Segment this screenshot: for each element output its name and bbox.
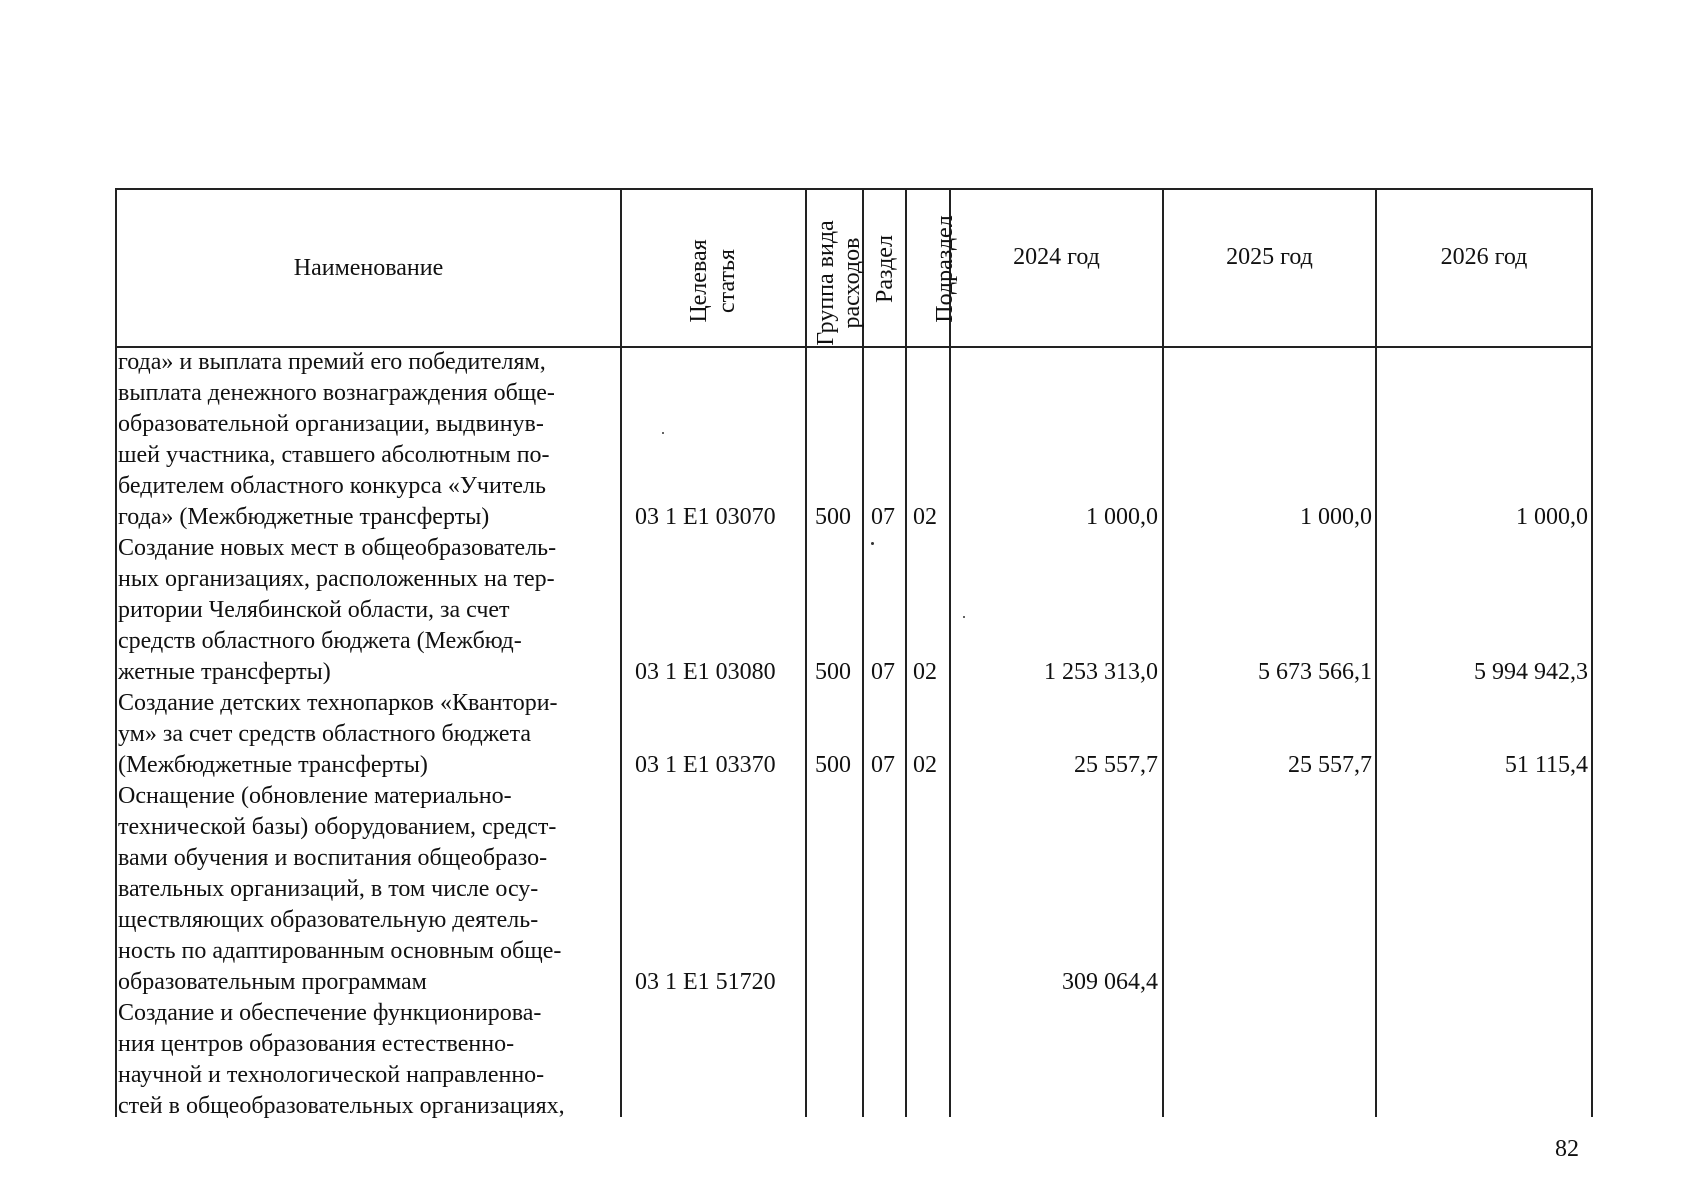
col-divider-section <box>905 188 907 1117</box>
row-2-code: 03 1 E1 03080 <box>635 659 776 685</box>
header-name: Наименование <box>293 255 444 281</box>
header-expense-group: Группа вида расходов <box>813 220 865 346</box>
row-2-2025: 5 673 566,1 <box>1258 659 1372 685</box>
header-section: Раздел <box>872 235 898 303</box>
row-1-group: 500 <box>815 504 851 530</box>
page-number: 82 <box>1555 1136 1579 1162</box>
row-2-name: Создание новых мест в общеобразователь- ных организациях, расположенных на тер- ритории Челябинской области, за счет средств областного бюджета (Межбюд- жетные трансферты) <box>118 535 557 685</box>
row-1-2024: 1 000,0 <box>1086 504 1158 530</box>
scan-speck <box>662 432 664 434</box>
row-3-code: 03 1 E1 03370 <box>635 752 776 778</box>
row-3-2025: 25 557,7 <box>1288 752 1372 778</box>
row-1-section: 07 <box>871 504 895 530</box>
row-1-code: 03 1 E1 03070 <box>635 504 776 530</box>
row-4-2024: 309 064,4 <box>1062 969 1158 995</box>
row-3-2024: 25 557,7 <box>1074 752 1158 778</box>
scan-speck <box>871 542 874 545</box>
row-2-group: 500 <box>815 659 851 685</box>
col-divider-name <box>620 188 622 1117</box>
row-2-2026: 5 994 942,3 <box>1474 659 1588 685</box>
row-1-2026: 1 000,0 <box>1516 504 1588 530</box>
row-5-name: Создание и обеспечение функционирова- ния центров образования естественно- научной и технологической направленно- стей в общеобразовательных организациях, <box>118 1000 565 1119</box>
row-3-section: 07 <box>871 752 895 778</box>
row-1-subsection: 02 <box>913 504 937 530</box>
row-3-name: Создание детских технопарков «Квантори- ум» за счет средств областного бюджета (Межбюджетные трансферты) <box>118 690 558 778</box>
row-4-name: Оснащение (обновление материально- технической базы) оборудованием, средст- вами обучения и воспитания общеобразо- вательных организаций, в том числе осу- ществляющих образовательную деятель- ность по адаптированным основным обще- образовательным программам <box>118 783 562 995</box>
row-4-code: 03 1 E1 51720 <box>635 969 776 995</box>
row-2-2024: 1 253 313,0 <box>1044 659 1158 685</box>
header-year-2024: 2024 год <box>1013 243 1100 270</box>
header-subsection: Подраздел <box>932 215 958 323</box>
row-1-name: года» и выплата премий его победителям, выплата денежного вознаграждения обще- образовательной организации, выдвинув- шей участника, ставшего абсолютным по- бедителем областного конкурса «Учитель года» (Межбюджетные трансферты) <box>118 349 555 530</box>
header-year-2025: 2025 год <box>1226 243 1313 270</box>
table-right-border <box>1591 188 1593 1117</box>
row-2-section: 07 <box>871 659 895 685</box>
header-target-article: Целевая статья <box>686 239 740 323</box>
row-2-subsection: 02 <box>913 659 937 685</box>
scan-speck <box>963 616 965 618</box>
col-divider-2025 <box>1375 188 1377 1117</box>
col-divider-2024 <box>1162 188 1164 1117</box>
row-1-2025: 1 000,0 <box>1300 504 1372 530</box>
col-divider-code <box>805 188 807 1117</box>
row-3-2026: 51 115,4 <box>1504 752 1588 778</box>
row-3-group: 500 <box>815 752 851 778</box>
row-3-subsection: 02 <box>913 752 937 778</box>
header-year-2026: 2026 год <box>1440 243 1528 270</box>
